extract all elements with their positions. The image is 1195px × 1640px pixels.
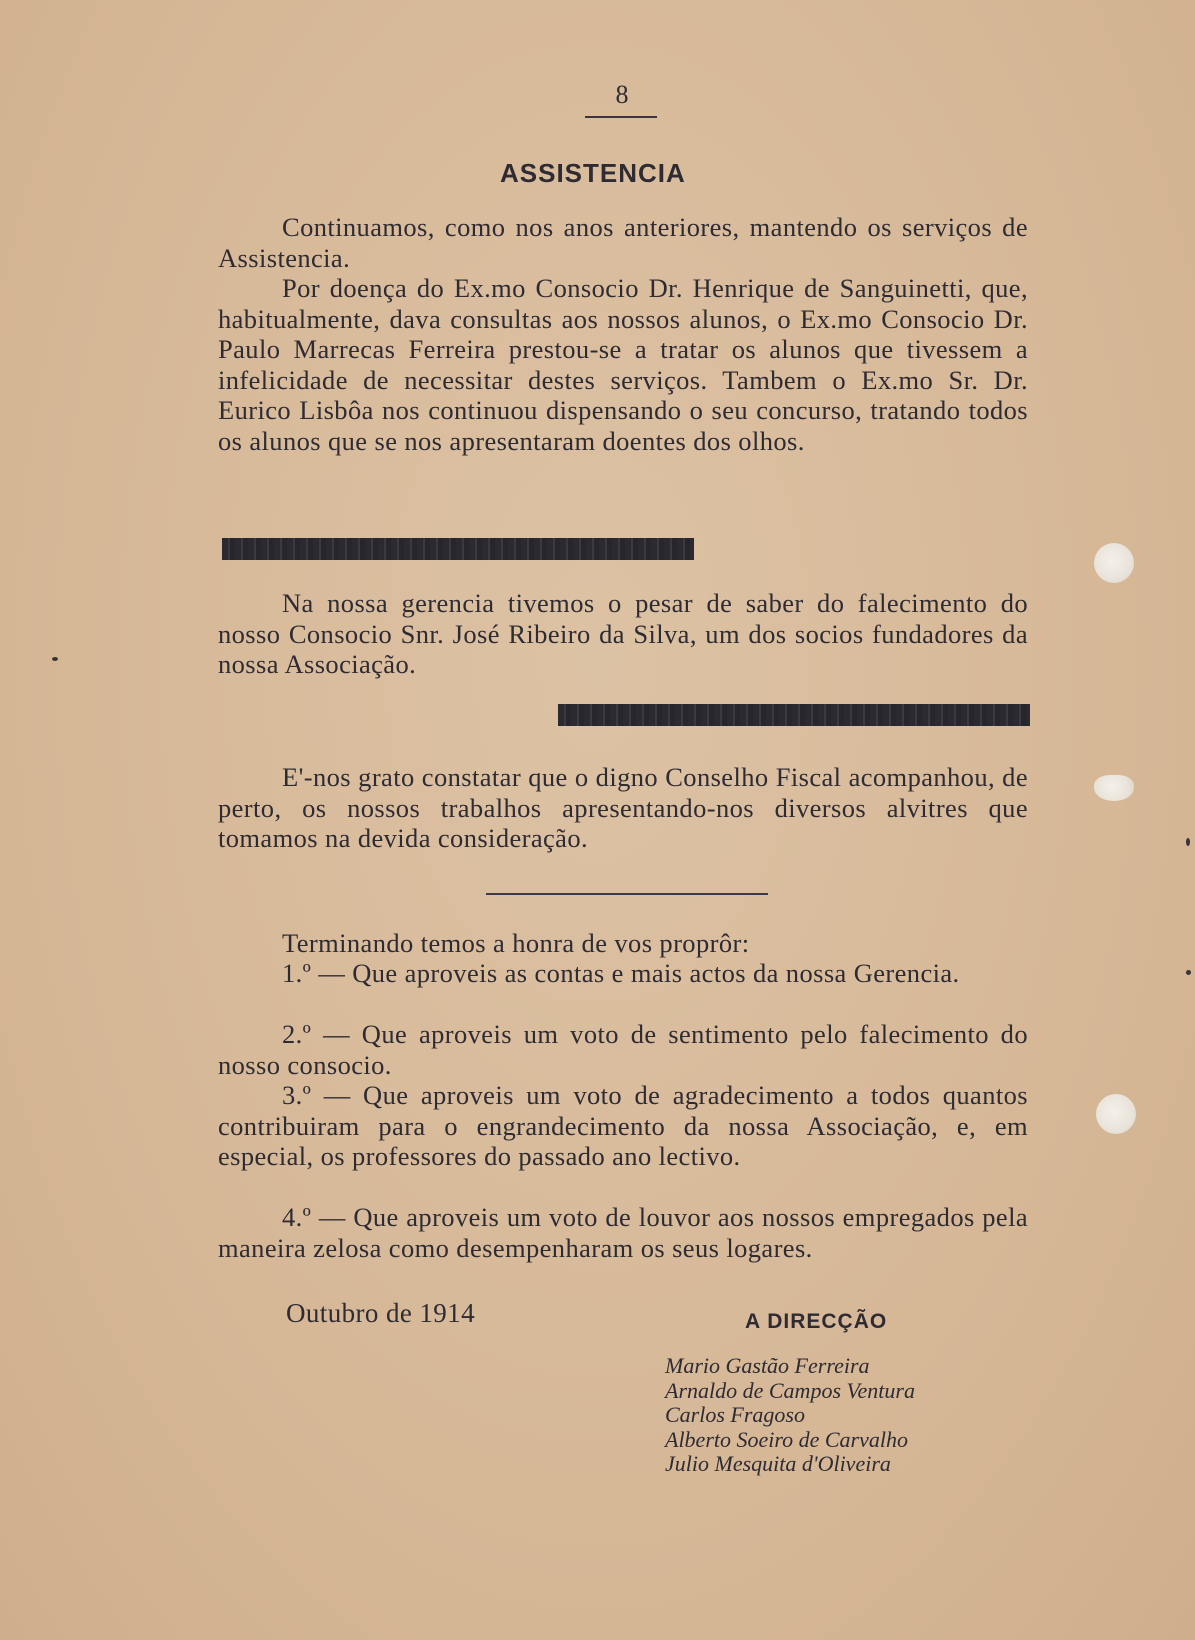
- separator-rule: [486, 893, 768, 895]
- proposal-3: [218, 1080, 1028, 1172]
- paper-speck: [1186, 838, 1190, 846]
- paragraph-2: [218, 273, 1028, 456]
- proposal-2: [218, 1019, 1028, 1080]
- proposal-1: [218, 958, 1028, 989]
- paragraph-1: [218, 212, 1028, 273]
- section-title: ASSISTENCIA: [500, 158, 686, 188]
- signatory: Julio Mesquita d'Oliveira: [665, 1451, 891, 1476]
- paper-speck: [1186, 970, 1191, 975]
- paper-speck: [52, 657, 58, 661]
- closing-date: Outubro de 1914: [286, 1298, 475, 1328]
- proposal-1-text: 1.º — Que aproveis as contas e mais actos da nossa Gerencia.: [282, 958, 960, 988]
- paragraph-1-text: Continuamos, como nos anos anteriores, mantendo os serviços de Assistencia.: [218, 212, 1028, 273]
- paragraph-3: [218, 588, 1028, 680]
- proposal-4: [218, 1202, 1028, 1263]
- signatory: Mario Gastão Ferreira: [665, 1353, 870, 1378]
- binder-hole: [1096, 1094, 1136, 1134]
- proposal-4-text: 4.º — Que aproveis um voto de louvor aos nossos empregados pela maneira zelosa como desempenharam os seus logares.: [218, 1202, 1028, 1263]
- signer-title: A DIRECÇÃO: [745, 1310, 888, 1333]
- signatory: Alberto Soeiro de Carvalho: [665, 1426, 908, 1452]
- signatory: Arnaldo de Campos Ventura: [665, 1377, 915, 1403]
- proposal-3-text: 3.º — Que aproveis um voto de agradecimento a todos quantos contribuiram para o engrandecimento da nossa Associação, e, em especial, os professores do passado ano lectivo.: [218, 1080, 1028, 1171]
- signatories-list: [665, 1354, 915, 1477]
- proposal-2-text: 2.º — Que aproveis um voto de sentimento pelo falecimento do nosso consocio.: [218, 1019, 1028, 1080]
- paragraph-5-text: Terminando temos a honra de vos proprôr:: [282, 928, 750, 958]
- paragraph-4: [218, 762, 1028, 854]
- paragraph-3-text: Na nossa gerencia tivemos o pesar de saber do falecimento do nosso Consocio Snr. José Ribeiro da Silva, um dos socios fundadores da nossa Associação.: [218, 588, 1028, 679]
- binder-hole: [1094, 543, 1134, 583]
- page-number-rule: [585, 116, 657, 118]
- paragraph-5: [218, 928, 1028, 959]
- redaction-bar-1: [222, 538, 694, 560]
- signatory: Carlos Fragoso: [665, 1402, 805, 1427]
- paragraph-2-text: Por doença do Ex.mo Consocio Dr. Henrique de Sanguinetti, que, habitualmente, dava consultas aos nossos alunos, o Ex.mo Consocio Dr. Paulo Marrecas Ferreira prestou-se a tratar os alunos que tivessem a infelicidade de necessitar destes serviços. Tambem o Ex.mo Sr. Dr. Eurico Lisbôa nos continuou dispensando o seu concurso, tratando todos os alunos que se nos apresentaram doentes dos olhos.: [218, 273, 1028, 456]
- redaction-bar-2: [558, 704, 1030, 726]
- paragraph-4-text: E'-nos grato constatar que o digno Conselho Fiscal acompanhou, de perto, os nossos trabalhos apresentando-nos diversos alvitres que tomamos na devida consideração.: [218, 762, 1028, 853]
- page-number: 8: [615, 80, 629, 109]
- binder-hole: [1094, 775, 1134, 801]
